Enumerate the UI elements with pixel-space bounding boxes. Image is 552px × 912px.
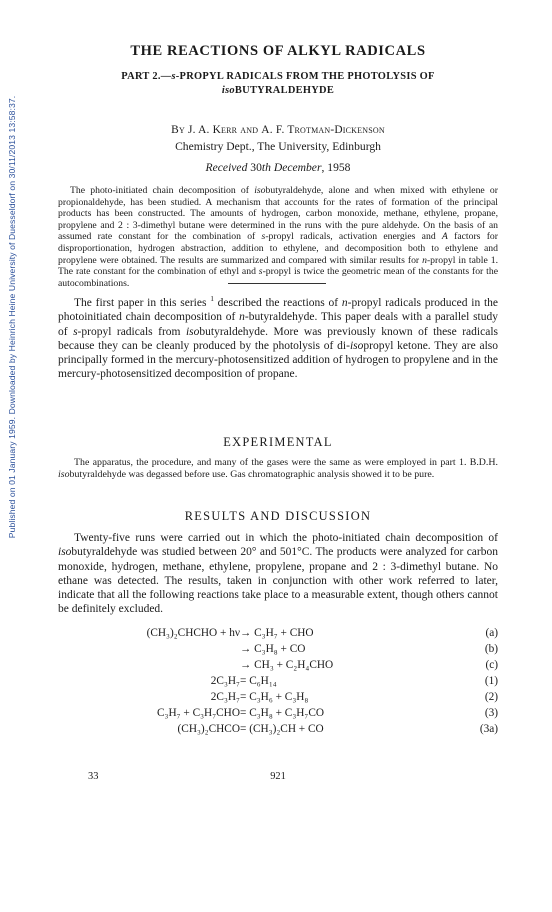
- experimental-heading: EXPERIMENTAL: [223, 435, 333, 449]
- subtitle-iso: iso: [221, 85, 235, 96]
- received-month: December: [273, 161, 322, 174]
- download-notice-sidebar: [0, 0, 22, 912]
- results-paragraph: Twenty-five runs were carried out in which the photo-initiated chain decomposition of isobutyraldehyde was studied between 20° and 501°C. The products were analyzed for carbon monoxide, hydrogen, methane, ethylene, propylene, propane and 2 : 3-dimethyl butane. No ethane was detected. The results, taken in conjunction with other work referred to later, indicate that all the following reactions take place to a measurable extent, though others cannot be definitely excluded.: [58, 532, 498, 616]
- introduction-paragraph: The first paper in this series $^1$ described the reactions of n-propyl radicals produced in the photoinitiated chain decomposition of n-butyraldehyde. This paper deals with a parallel study of s-propyl radicals from isobutyraldehyde. More was previously known of these radicals because they can be cleanly produced by the photolysis of di-isopropyl ketone. They are also principally formed in the mercury-photosensitized addition of hydrogen to propylene and in the mercury-photosensitized decomposition of propane.: [58, 294, 499, 381]
- equation-number: (2): [484, 691, 498, 703]
- equation-row: [58, 723, 498, 738]
- author-trotman-dickenson: A. F. Trotman-Dickenson: [261, 124, 385, 136]
- download-notice-text: Published on 01 January 1959. Downloaded by Heinrich Heine University of Duesseldorf on 30/11/2013 13:58:37.: [7, 95, 17, 539]
- equation-row: [58, 675, 498, 690]
- equation-lhs: C₃H₇ + C₃H₇CHO: [156, 707, 240, 719]
- equation-rhs: → C₃H₈ + CO: [240, 643, 306, 655]
- by-word: By: [171, 124, 185, 136]
- experimental-paragraph: The apparatus, the procedure, and many of the gases were the same as were employed in part 1. B.D.H. isobutyraldehyde was degassed before use. Gas chromatographic analysis showed it to be pure.: [58, 457, 498, 480]
- subtitle-line-2: [60, 84, 496, 98]
- equation-rhs: → CH₃ + C₂H₄CHO: [240, 659, 334, 671]
- author-line: [60, 124, 496, 136]
- signature-number: 33: [88, 771, 99, 782]
- equation-row: [58, 627, 498, 642]
- equation-row: [58, 659, 498, 674]
- paper-subtitle: [60, 70, 496, 98]
- results-heading: RESULTS AND DISCUSSION: [184, 509, 372, 523]
- section-divider: [228, 283, 326, 284]
- received-date: [60, 161, 496, 174]
- subtitle-prefix: PART 2.—: [121, 71, 172, 82]
- equation-row: [58, 691, 498, 706]
- received-year: , 1958: [321, 161, 351, 174]
- paper-title: THE REACTIONS OF ALKYL RADICALS: [130, 43, 426, 59]
- and-word: and: [240, 124, 259, 136]
- received-day: 30: [250, 161, 262, 174]
- equation-lhs: 2C₃H₇: [210, 675, 240, 687]
- equation-row: [58, 707, 498, 722]
- author-kerr: J. A. Kerr: [188, 124, 238, 136]
- page-number: 921: [270, 771, 286, 782]
- equation-number: (3a): [479, 723, 498, 735]
- abstract: [58, 185, 498, 289]
- equation-number: (3): [484, 707, 498, 719]
- affiliation: Chemistry Dept., The University, Edinburgh: [175, 140, 381, 153]
- equation-number: (c): [485, 659, 498, 671]
- reference-marker: 1: [210, 294, 214, 303]
- subtitle-compound: BUTYRALDEHYDE: [234, 85, 335, 96]
- equation-lhs: 2C₃H₇: [210, 691, 240, 703]
- equation-number: (1): [484, 675, 498, 687]
- received-suffix: th: [261, 161, 271, 174]
- subtitle-italic: s: [171, 71, 176, 82]
- subtitle-suffix: -PROPYL RADICALS FROM THE PHOTOLYSIS OF: [175, 71, 435, 82]
- equation-lhs: (CH₃)₂CHCO: [177, 723, 240, 735]
- abstract-paragraph: The photo-initiated chain decomposition of isobutyraldehyde, alone and when mixed with ethylene or propionaldehyde, has been studied. A mechanism that accounts for the rates of formation of the principal products has been constructed. The amounts of hydrogen, carbon monoxide, methane, ethylene, propane, propylene and 2 : 3-dimethyl butane were determined in the runs with the pure aldehyde. On the basis of an assumed rate constant for the combination of s-propyl radicals, activation energies and A factors for disproportionation, hydrogen abstraction, addition to ethylene, and decomposition both to ethylene and propylene were obtained. The results are summarized and compared with similar results for n-propyl in table 1. The rate constant for the combination of ethyl and s-propyl is twice the geometric mean of the constants for the autocombinations.: [58, 185, 498, 289]
- equation-rhs: = C₃H₈ + C₃H₇CO: [240, 707, 325, 719]
- equation-number: (a): [485, 627, 498, 639]
- equation-row: [58, 643, 498, 658]
- equation-lhs: (CH₃)₂CHCHO + hν: [146, 627, 240, 639]
- equation-rhs: = C₃H₆ + C₃H₈: [240, 691, 309, 703]
- subtitle-line-1: [60, 70, 496, 84]
- equation-number: (b): [484, 643, 498, 655]
- equation-rhs: = (CH₃)₂CH + CO: [240, 723, 324, 735]
- received-word: Received: [205, 161, 248, 174]
- equation-rhs: = C₆H₁₄: [240, 675, 277, 687]
- equation-rhs: → C₃H₇ + CHO: [240, 627, 314, 639]
